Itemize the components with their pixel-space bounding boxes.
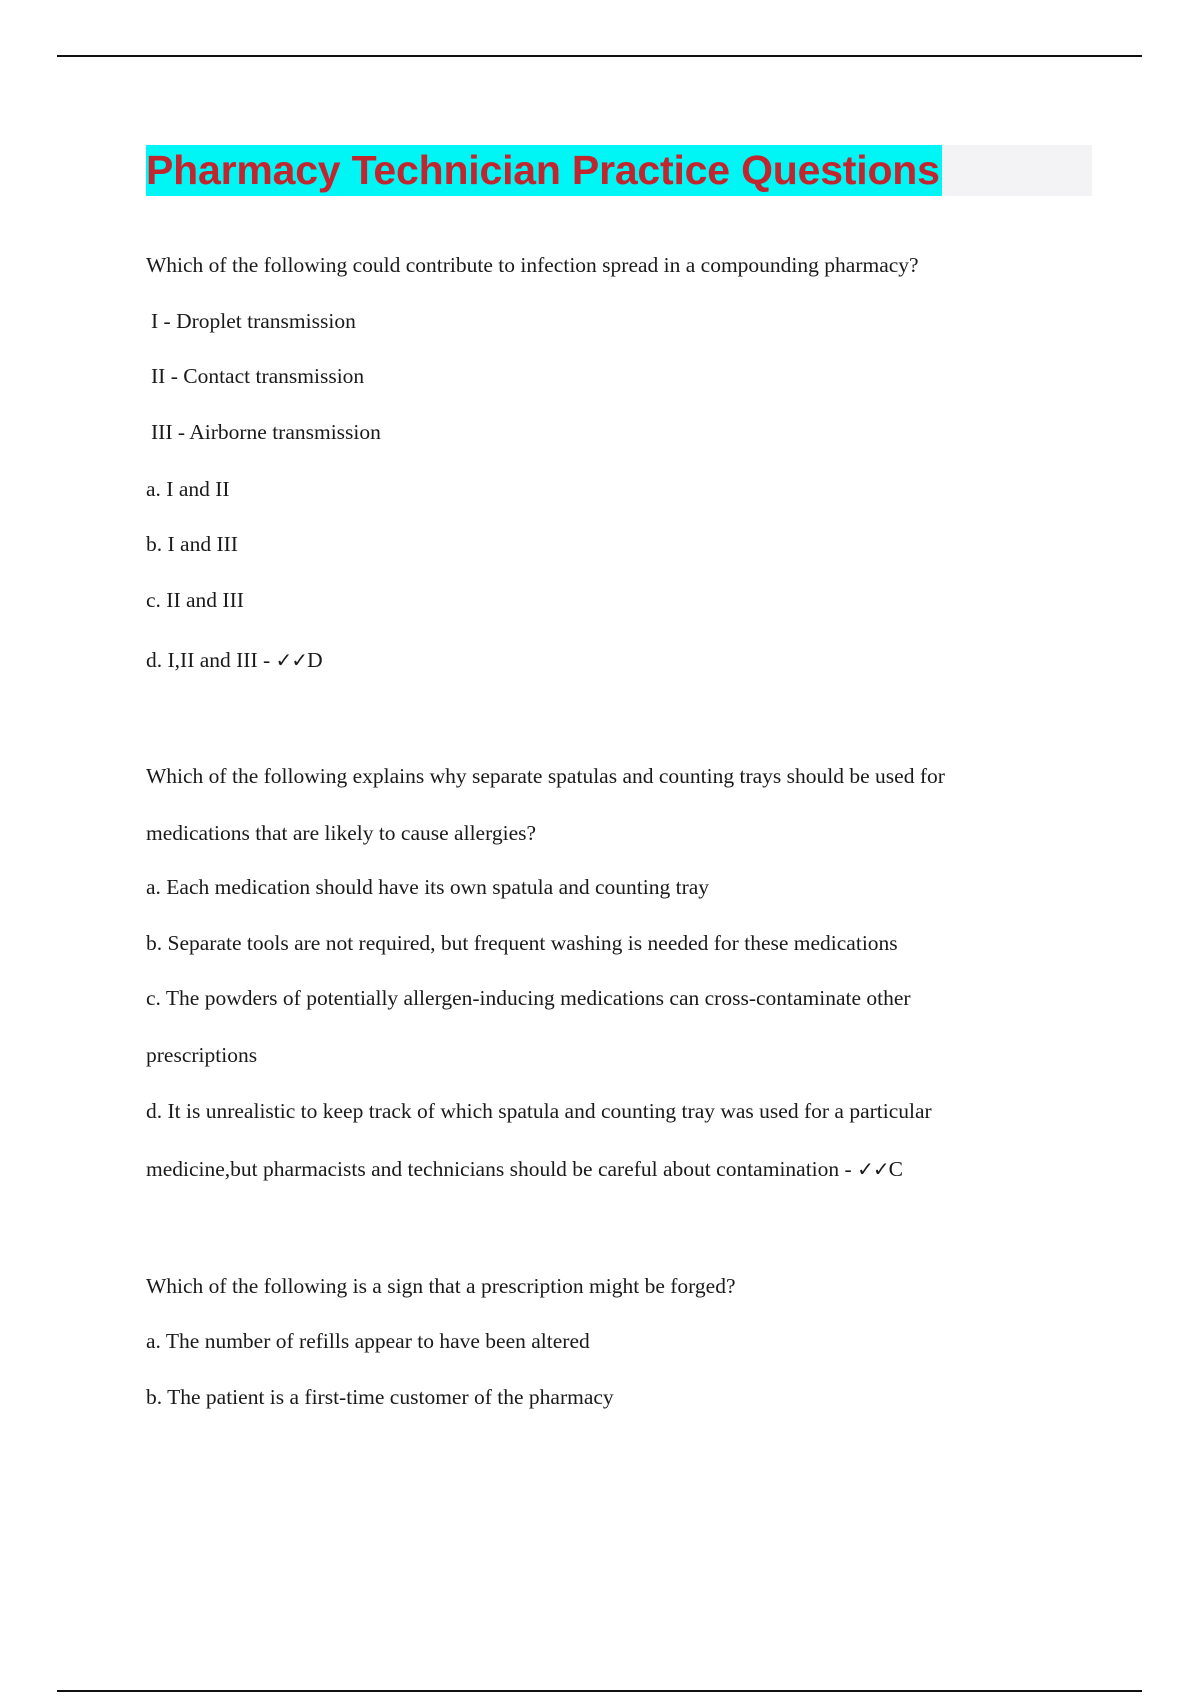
question-1-option-d-text: d. I,II and III - [146, 648, 276, 672]
question-2-stem-line-2: medications that are likely to cause allergies? [146, 821, 537, 845]
question-2-option-d-line-2 [146, 1155, 903, 1183]
question-2-option-c-line-2: prescriptions [146, 1043, 258, 1067]
question-1-statement-1: I - Droplet transmission [151, 309, 356, 333]
question-1-answer: D [307, 648, 323, 672]
question-3-stem: Which of the following is a sign that a prescription might be forged? [146, 1274, 736, 1298]
question-1-option-b: b. I and III [146, 532, 238, 556]
bottom-rule [57, 1690, 1142, 1692]
question-2-stem-line-1: Which of the following explains why separate spatulas and counting trays should be used for [146, 764, 945, 788]
question-2-option-d-text: medicine,but pharmacists and technicians should be careful about contamination - [146, 1157, 858, 1181]
question-1-option-a: a. I and II [146, 477, 230, 501]
question-2-option-b: b. Separate tools are not required, but frequent washing is needed for these medications [146, 931, 898, 955]
question-3-option-b: b. The patient is a first-time customer of the pharmacy [146, 1385, 614, 1409]
check-mark-icon: ✓✓ [275, 648, 308, 672]
question-3-option-a: a. The number of refills appear to have been altered [146, 1329, 590, 1353]
question-2-option-d-line-1: d. It is unrealistic to keep track of which spatula and counting tray was used for a particular [146, 1099, 932, 1123]
question-2-option-a: a. Each medication should have its own spatula and counting tray [146, 875, 710, 899]
check-mark-icon: ✓✓ [857, 1157, 889, 1181]
question-1-option-c: c. II and III [146, 588, 244, 612]
question-1-statement-3: III - Airborne transmission [151, 420, 381, 444]
question-2-answer: C [888, 1157, 903, 1181]
question-2-option-c-line-1: c. The powders of potentially allergen-inducing medications can cross-contaminate other [146, 986, 911, 1010]
top-rule [57, 55, 1142, 57]
page-title: Pharmacy Technician Practice Questions [146, 145, 942, 196]
question-1-option-d [146, 646, 323, 674]
question-1-stem: Which of the following could contribute to infection spread in a compounding pharmacy? [146, 253, 919, 277]
question-1-statement-2: II - Contact transmission [151, 364, 365, 388]
